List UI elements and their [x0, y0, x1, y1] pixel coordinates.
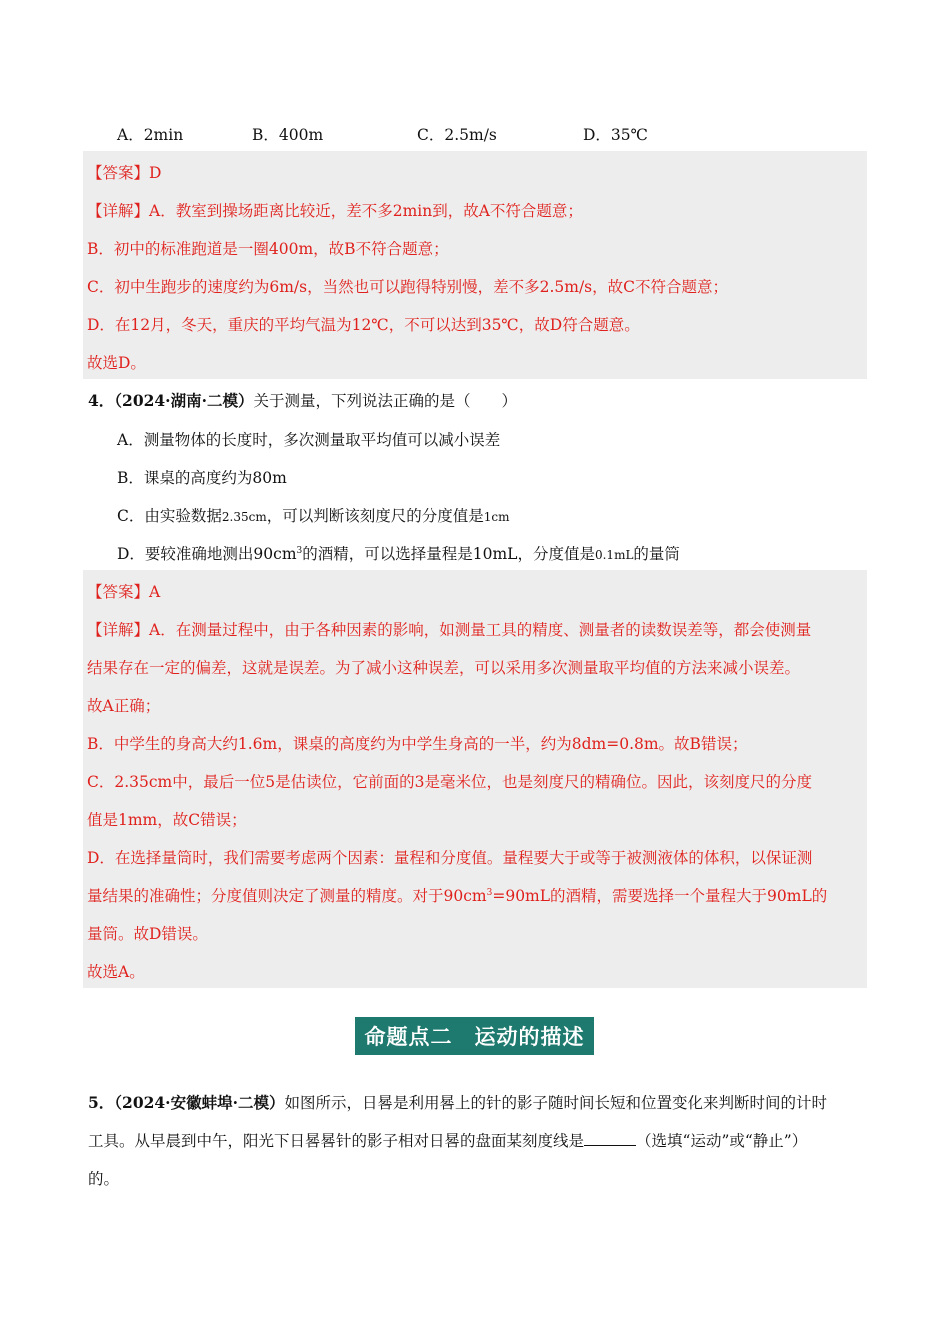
q4-detail-line-a1: 【详解】A．在测量过程中，由于各种因素的影响，如测量工具的精度、测量者的读数误差等，都会使测量: [87, 621, 812, 639]
q4-detail-tag: 【详解】: [87, 621, 150, 639]
q3-option-c: C．2.5m/s: [417, 126, 497, 144]
q3-detail-line-a: 【详解】A．教室到操场距离比较近，差不多2min到，故A不符合题意；: [87, 202, 583, 220]
q3-detail-tag: 【详解】: [87, 202, 150, 220]
q4-detail-line-d1: D．在选择量筒时，我们需要考虑两个因素：量程和分度值。量程要大于或等于被测液体的体积，以保证测: [87, 849, 813, 867]
q4-detail-line-d3: 量筒。故D错误。: [87, 925, 208, 943]
q4-option-c: C．由实验数据2.35cm，可以判断该刻度尺的分度值是1cm: [117, 507, 510, 525]
q3-detail-line-b: B．初中的标准跑道是一圈400m，故B不符合题意；: [87, 240, 449, 258]
q4-detail-line-d2: 量结果的准确性；分度值则决定了测量的精度。对于$90cm^3=90mL$的酒精，需要选择一个量程大于90mL的: [87, 887, 828, 905]
q4-detail-line-c1: C．2.35cm中，最后一位5是估读位，它前面的3是毫米位，也是刻度尺的精确位。因此，该刻度尺的分度: [87, 773, 812, 791]
q4-detail-line-a2: 结果存在一定的偏差，这就是误差。为了减小这种误差，可以采用多次测量取平均值的方法来减小误差。: [87, 659, 801, 677]
q4-detail-line-c2: 值是1mm，故C错误；: [87, 811, 247, 829]
q4-answer: 【答案】A: [87, 583, 161, 601]
q4-answer-box: [83, 570, 867, 988]
q3-answer-box: [83, 151, 867, 379]
q5-stem-line-2: 工具。从早晨到中午，阳光下日晷晷针的影子相对日晷的盘面某刻度线是 （选填“运动”或“静止”）: [88, 1132, 808, 1150]
q4-source: （2024·湖南·二模）: [114, 391, 254, 410]
q4-question: 关于测量，下列说法正确的是（ ）: [253, 392, 517, 410]
answer-blank[interactable]: [584, 1131, 636, 1146]
q3-answer: 【答案】D: [87, 164, 162, 182]
q3-option-d: D．35℃: [583, 126, 648, 144]
q5-source: （2024·安徽蚌埠·二模）: [114, 1093, 285, 1112]
q4-stem: [88, 389, 517, 411]
section-heading: 命题点二 运动的描述: [355, 1017, 594, 1055]
q5-stem-line-3: 的。: [88, 1170, 120, 1188]
q3-option-b: B．400m: [252, 126, 324, 144]
q4-option-a: A．测量物体的长度时，多次测量取平均值可以减小误差: [117, 431, 501, 449]
q4-option-d: D．要较准确地测出$90cm^3$的酒精，可以选择量程是10mL，分度值是0.1mL的量筒: [117, 545, 680, 563]
q4-conclusion: 故选A。: [87, 963, 145, 981]
q4-detail-line-a3: 故A正确；: [87, 697, 161, 715]
q4-number: 4．: [88, 391, 115, 410]
q5-stem-line-1: 5．（2024·安徽蚌埠·二模）如图所示，日晷是利用晷上的针的影子随时间长短和位置变化来判断时间的计时: [88, 1093, 827, 1112]
q3-detail-line-c: C．初中生跑步的速度约为6m/s，当然也可以跑得特别慢，差不多2.5m/s，故C不符合题意；: [87, 278, 728, 296]
q5-number: 5．: [88, 1093, 115, 1112]
q4-detail-line-b: B．中学生的身高大约1.6m，课桌的高度约为中学生身高的一半，约为8dm=0.8m。故B错误；: [87, 735, 748, 753]
q3-option-a: A．2min: [117, 126, 184, 144]
q4-option-b: B．课桌的高度约为80m: [117, 469, 287, 487]
q3-detail-line-d: D．在12月，冬天，重庆的平均气温为12℃，不可以达到35℃，故D符合题意。: [87, 316, 640, 334]
q3-conclusion: 故选D。: [87, 354, 146, 372]
